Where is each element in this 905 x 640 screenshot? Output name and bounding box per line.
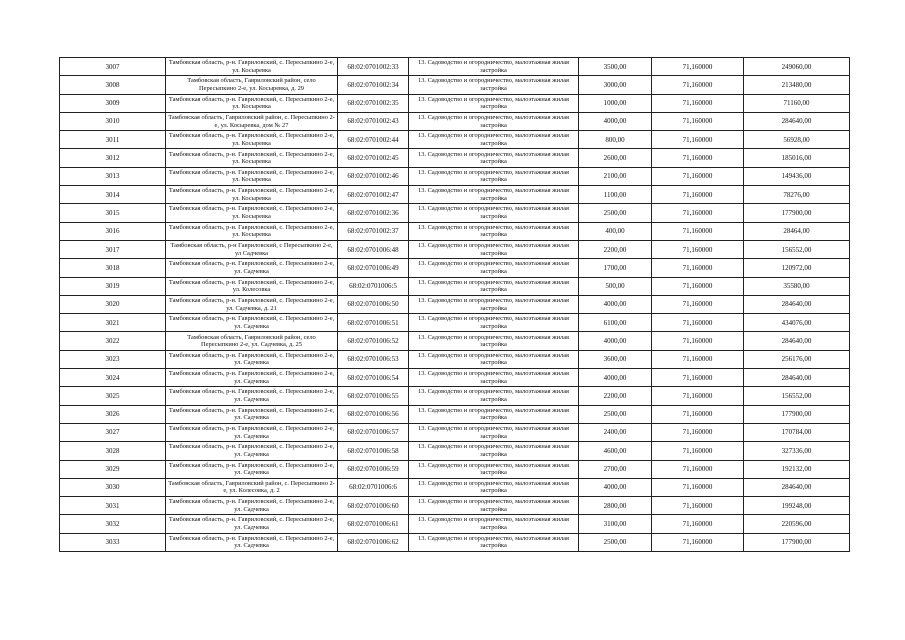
area-cell: 2500,00 (579, 405, 652, 423)
cadastral-value-cell: 284640,00 (744, 332, 850, 350)
table-row (60, 314, 850, 332)
cadastral-value-cell: 327336,00 (744, 442, 850, 460)
row-number-cell: 3023 (60, 350, 166, 368)
cadastral-value-cell: 249060,00 (744, 58, 850, 76)
specific-value-cell: 71,160000 (652, 167, 744, 185)
cadastral-valuation-table (59, 57, 850, 552)
area-cell: 3000,00 (579, 76, 652, 94)
specific-value-cell: 71,160000 (652, 405, 744, 423)
specific-value-cell: 71,160000 (652, 314, 744, 332)
table-row (60, 259, 850, 277)
cadastral-value-cell: 284640,00 (744, 478, 850, 496)
area-cell: 2600,00 (579, 149, 652, 167)
land-use-cell: 13. Садоводство и огородничество, малоэтажная жилая застройка (409, 423, 579, 441)
table-row (60, 533, 850, 551)
cadastral-number-cell: 68:02:0701002:37 (338, 222, 409, 240)
cadastral-number-cell: 68:02:0701002:44 (338, 131, 409, 149)
land-use-cell: 13. Садоводство и огородничество, малоэтажная жилая застройка (409, 350, 579, 368)
table-row (60, 58, 850, 76)
row-number-cell: 3030 (60, 478, 166, 496)
address-cell: Тамбовская область, р-н. Гавриловский, с. Пересыпкино 2-е, ул. Косыревка (166, 94, 338, 112)
cadastral-value-cell: 192132,00 (744, 460, 850, 478)
land-use-cell: 13. Садоводство и огородничество, малоэтажная жилая застройка (409, 314, 579, 332)
cadastral-number-cell: 68:02:0701006:59 (338, 460, 409, 478)
address-cell: Тамбовская область, р-н. Гавриловский, с. Пересыпкино 2-е, ул. Садчевка (166, 515, 338, 533)
cadastral-value-cell: 170784,00 (744, 423, 850, 441)
table-body (60, 58, 850, 552)
row-number-cell: 3020 (60, 295, 166, 313)
cadastral-value-cell: 434076,00 (744, 314, 850, 332)
specific-value-cell: 71,160000 (652, 478, 744, 496)
specific-value-cell: 71,160000 (652, 94, 744, 112)
cadastral-number-cell: 68:02:0701002:46 (338, 167, 409, 185)
land-use-cell: 13. Садоводство и огородничество, малоэтажная жилая застройка (409, 186, 579, 204)
land-use-cell: 13. Садоводство и огородничество, малоэтажная жилая застройка (409, 405, 579, 423)
area-cell: 2200,00 (579, 240, 652, 258)
address-cell: Тамбовская область, р-н. Гавриловский, с. Пересыпкино 2-е, ул. Садчевка (166, 405, 338, 423)
land-use-cell: 13. Садоводство и огородничество, малоэтажная жилая застройка (409, 58, 579, 76)
row-number-cell: 3031 (60, 497, 166, 515)
address-cell: Тамбовская область, р-н Гавриловский, с Пересыпкино 2-е, ул Садчевка (166, 240, 338, 258)
cadastral-value-cell: 199248,00 (744, 497, 850, 515)
specific-value-cell: 71,160000 (652, 497, 744, 515)
cadastral-number-cell: 68:02:0701006:53 (338, 350, 409, 368)
address-cell: Тамбовская область, р-н. Гавриловский, с. Пересыпкино 2-е, ул. Садчевка (166, 442, 338, 460)
specific-value-cell: 71,160000 (652, 240, 744, 258)
land-use-cell: 13. Садоводство и огородничество, малоэтажная жилая застройка (409, 149, 579, 167)
cadastral-value-cell: 284640,00 (744, 295, 850, 313)
cadastral-value-cell: 56928,00 (744, 131, 850, 149)
area-cell: 4000,00 (579, 369, 652, 387)
address-cell: Тамбовская область, р-н. Гавриловский, с. Пересыпкино 2-е, ул. Косыревка (166, 131, 338, 149)
cadastral-value-cell: 28464,00 (744, 222, 850, 240)
cadastral-value-cell: 185016,00 (744, 149, 850, 167)
row-number-cell: 3012 (60, 149, 166, 167)
cadastral-value-cell: 120972,00 (744, 259, 850, 277)
land-use-cell: 13. Садоводство и огородничество, малоэтажная жилая застройка (409, 387, 579, 405)
cadastral-number-cell: 68:02:0701006:49 (338, 259, 409, 277)
address-cell: Тамбовская область, р-н. Гавриловский, с. Пересыпкино 2-е, ул. Косыревка (166, 149, 338, 167)
row-number-cell: 3026 (60, 405, 166, 423)
address-cell: Тамбовская область, р-н. Гавриловский, с. Пересыпкино 2-е, ул. Косыревка (166, 58, 338, 76)
table-row (60, 112, 850, 130)
cadastral-value-cell: 284640,00 (744, 369, 850, 387)
address-cell: Тамбовская область, р-н. Гавриловский, с. Пересыпкино 2-е, ул. Садчевка (166, 460, 338, 478)
area-cell: 2200,00 (579, 387, 652, 405)
land-use-cell: 13. Садоводство и огородничество, малоэтажная жилая застройка (409, 460, 579, 478)
table-row (60, 222, 850, 240)
table-row (60, 350, 850, 368)
specific-value-cell: 71,160000 (652, 112, 744, 130)
land-use-cell: 13. Садоводство и огородничество, малоэтажная жилая застройка (409, 204, 579, 222)
specific-value-cell: 71,160000 (652, 332, 744, 350)
area-cell: 4600,00 (579, 442, 652, 460)
cadastral-number-cell: 68:02:0701006:61 (338, 515, 409, 533)
table-row (60, 277, 850, 295)
address-cell: Тамбовская область, р-н. Гавриловский, с. Пересыпкино 2-е, ул. Косыревка (166, 222, 338, 240)
area-cell: 2700,00 (579, 460, 652, 478)
row-number-cell: 3024 (60, 369, 166, 387)
address-cell: Тамбовская область, р-н. Гавриловский, с. Пересыпкино 2-е, ул. Садчевка (166, 314, 338, 332)
cadastral-number-cell: 68:02:0701006:57 (338, 423, 409, 441)
row-number-cell: 3028 (60, 442, 166, 460)
address-cell: Тамбовская область, р-н. Гавриловский, с. Пересыпкино 2-е, ул. Садчевка (166, 387, 338, 405)
area-cell: 2500,00 (579, 204, 652, 222)
area-cell: 2100,00 (579, 167, 652, 185)
land-use-cell: 13. Садоводство и огородничество, малоэтажная жилая застройка (409, 369, 579, 387)
area-cell: 4000,00 (579, 478, 652, 496)
specific-value-cell: 71,160000 (652, 423, 744, 441)
cadastral-number-cell: 68:02:0701006:48 (338, 240, 409, 258)
row-number-cell: 3019 (60, 277, 166, 295)
table-row (60, 442, 850, 460)
address-cell: Тамбовская область, р-н. Гавриловский, с. Пересыпкино 2-е, ул. Косыревка (166, 204, 338, 222)
land-use-cell: 13. Садоводство и огородничество, малоэтажная жилая застройка (409, 240, 579, 258)
row-number-cell: 3013 (60, 167, 166, 185)
table-row (60, 295, 850, 313)
row-number-cell: 3015 (60, 204, 166, 222)
cadastral-value-cell: 177900,00 (744, 204, 850, 222)
address-cell: Тамбовская область, р-н. Гавриловский, с. Пересыпкино 2-е, ул. Садчевка, д. 21 (166, 295, 338, 313)
row-number-cell: 3014 (60, 186, 166, 204)
table-row (60, 405, 850, 423)
table-row (60, 131, 850, 149)
area-cell: 1100,00 (579, 186, 652, 204)
cadastral-number-cell: 68:02:0701002:33 (338, 58, 409, 76)
cadastral-value-cell: 284640,00 (744, 112, 850, 130)
land-use-cell: 13. Садоводство и огородничество, малоэтажная жилая застройка (409, 515, 579, 533)
cadastral-number-cell: 68:02:0701006:52 (338, 332, 409, 350)
area-cell: 4000,00 (579, 112, 652, 130)
land-use-cell: 13. Садоводство и огородничество, малоэтажная жилая застройка (409, 442, 579, 460)
specific-value-cell: 71,160000 (652, 460, 744, 478)
cadastral-value-cell: 156552,00 (744, 240, 850, 258)
land-use-cell: 13. Садоводство и огородничество, малоэтажная жилая застройка (409, 259, 579, 277)
address-cell: Тамбовская область, Гавриловский район, с. Пересыпкино 2-е, ул. Колесовка, д. 2 (166, 478, 338, 496)
area-cell: 500,00 (579, 277, 652, 295)
table-row (60, 387, 850, 405)
area-cell: 4000,00 (579, 295, 652, 313)
table-row (60, 369, 850, 387)
table-row (60, 167, 850, 185)
cadastral-value-cell: 213480,00 (744, 76, 850, 94)
cadastral-number-cell: 68:02:0701006:56 (338, 405, 409, 423)
land-use-cell: 13. Садоводство и огородничество, малоэтажная жилая застройка (409, 478, 579, 496)
table-row (60, 240, 850, 258)
address-cell: Тамбовская область, р-н. Гавриловский, с. Пересыпкино 2-е, ул. Садчевка (166, 369, 338, 387)
land-use-cell: 13. Садоводство и огородничество, малоэтажная жилая застройка (409, 497, 579, 515)
cadastral-number-cell: 68:02:0701006:51 (338, 314, 409, 332)
specific-value-cell: 71,160000 (652, 442, 744, 460)
cadastral-number-cell: 68:02:0701002:43 (338, 112, 409, 130)
specific-value-cell: 71,160000 (652, 533, 744, 551)
cadastral-value-cell: 149436,00 (744, 167, 850, 185)
address-cell: Тамбовская область, Гавриловский район, село Пересыпкино 2-е, ул. Косыревка, д. 29 (166, 76, 338, 94)
address-cell: Тамбовская область, р-н. Гавриловский, с. Пересыпкино 2-е, ул. Садчевка (166, 423, 338, 441)
row-number-cell: 3011 (60, 131, 166, 149)
row-number-cell: 3033 (60, 533, 166, 551)
row-number-cell: 3016 (60, 222, 166, 240)
specific-value-cell: 71,160000 (652, 149, 744, 167)
area-cell: 2800,00 (579, 497, 652, 515)
specific-value-cell: 71,160000 (652, 222, 744, 240)
specific-value-cell: 71,160000 (652, 369, 744, 387)
specific-value-cell: 71,160000 (652, 204, 744, 222)
row-number-cell: 3025 (60, 387, 166, 405)
table-row (60, 460, 850, 478)
land-use-cell: 13. Садоводство и огородничество, малоэтажная жилая застройка (409, 295, 579, 313)
cadastral-number-cell: 68:02:0701002:45 (338, 149, 409, 167)
table-row (60, 204, 850, 222)
area-cell: 800,00 (579, 131, 652, 149)
address-cell: Тамбовская область, р-н. Гавриловский, с. Пересыпкино 2-е, ул. Косыревка (166, 186, 338, 204)
address-cell: Тамбовская область, Гавриловский район, с. Пересыпкино 2-е, ул. Косыревка, дом № 27 (166, 112, 338, 130)
cadastral-number-cell: 68:02:0701006:62 (338, 533, 409, 551)
row-number-cell: 3018 (60, 259, 166, 277)
area-cell: 3100,00 (579, 515, 652, 533)
land-use-cell: 13. Садоводство и огородничество, малоэтажная жилая застройка (409, 76, 579, 94)
address-cell: Тамбовская область, Гавриловский район, село Пересыпкино 2-е, ул. Садчевка, д. 25 (166, 332, 338, 350)
table-row (60, 149, 850, 167)
table-row (60, 94, 850, 112)
specific-value-cell: 71,160000 (652, 295, 744, 313)
area-cell: 6100,00 (579, 314, 652, 332)
cadastral-value-cell: 177900,00 (744, 405, 850, 423)
cadastral-number-cell: 68:02:0701002:35 (338, 94, 409, 112)
land-use-cell: 13. Садоводство и огородничество, малоэтажная жилая застройка (409, 112, 579, 130)
table-row (60, 76, 850, 94)
land-use-cell: 13. Садоводство и огородничество, малоэтажная жилая застройка (409, 332, 579, 350)
cadastral-value-cell: 256176,00 (744, 350, 850, 368)
table-row (60, 332, 850, 350)
row-number-cell: 3007 (60, 58, 166, 76)
cadastral-number-cell: 68:02:0701002:47 (338, 186, 409, 204)
address-cell: Тамбовская область, р-н. Гавриловский, с. Пересыпкино 2-е, ул. Садчевка (166, 533, 338, 551)
cadastral-number-cell: 68:02:0701006:5 (338, 277, 409, 295)
area-cell: 4000,00 (579, 332, 652, 350)
address-cell: Тамбовская область, р-н. Гавриловский, с. Пересыпкино 2-е, ул. Колесовка (166, 277, 338, 295)
specific-value-cell: 71,160000 (652, 76, 744, 94)
land-use-cell: 13. Садоводство и огородничество, малоэтажная жилая застройка (409, 167, 579, 185)
area-cell: 1700,00 (579, 259, 652, 277)
specific-value-cell: 71,160000 (652, 131, 744, 149)
cadastral-number-cell: 68:02:0701006:58 (338, 442, 409, 460)
cadastral-value-cell: 177900,00 (744, 533, 850, 551)
area-cell: 3500,00 (579, 58, 652, 76)
cadastral-value-cell: 220596,00 (744, 515, 850, 533)
address-cell: Тамбовская область, р-н. Гавриловский, с. Пересыпкино 2-е, ул. Садчевка (166, 350, 338, 368)
cadastral-number-cell: 68:02:0701006:55 (338, 387, 409, 405)
row-number-cell: 3010 (60, 112, 166, 130)
address-cell: Тамбовская область, р-н. Гавриловский, с. Пересыпкино 2-е, ул. Косыревка (166, 167, 338, 185)
specific-value-cell: 71,160000 (652, 350, 744, 368)
land-use-cell: 13. Садоводство и огородничество, малоэтажная жилая застройка (409, 222, 579, 240)
cadastral-number-cell: 68:02:0701006:60 (338, 497, 409, 515)
specific-value-cell: 71,160000 (652, 277, 744, 295)
cadastral-value-cell: 156552,00 (744, 387, 850, 405)
cadastral-value-cell: 35580,00 (744, 277, 850, 295)
specific-value-cell: 71,160000 (652, 186, 744, 204)
cadastral-number-cell: 68:02:0701002:34 (338, 76, 409, 94)
address-cell: Тамбовская область, р-н. Гавриловский, с. Пересыпкино 2-е, ул. Садчевка (166, 259, 338, 277)
row-number-cell: 3017 (60, 240, 166, 258)
land-use-cell: 13. Садоводство и огородничество, малоэтажная жилая застройка (409, 94, 579, 112)
cadastral-number-cell: 68:02:0701006:50 (338, 295, 409, 313)
cadastral-number-cell: 68:02:0701006:6 (338, 478, 409, 496)
table-row (60, 515, 850, 533)
table-row (60, 186, 850, 204)
cadastral-value-cell: 78276,00 (744, 186, 850, 204)
area-cell: 2500,00 (579, 533, 652, 551)
row-number-cell: 3008 (60, 76, 166, 94)
land-use-cell: 13. Садоводство и огородничество, малоэтажная жилая застройка (409, 131, 579, 149)
specific-value-cell: 71,160000 (652, 259, 744, 277)
specific-value-cell: 71,160000 (652, 515, 744, 533)
row-number-cell: 3027 (60, 423, 166, 441)
specific-value-cell: 71,160000 (652, 58, 744, 76)
land-use-cell: 13. Садоводство и огородничество, малоэтажная жилая застройка (409, 533, 579, 551)
row-number-cell: 3022 (60, 332, 166, 350)
row-number-cell: 3029 (60, 460, 166, 478)
area-cell: 1000,00 (579, 94, 652, 112)
cadastral-number-cell: 68:02:0701002:36 (338, 204, 409, 222)
row-number-cell: 3009 (60, 94, 166, 112)
specific-value-cell: 71,160000 (652, 387, 744, 405)
cadastral-value-cell: 71160,00 (744, 94, 850, 112)
area-cell: 400,00 (579, 222, 652, 240)
table-row (60, 497, 850, 515)
land-use-cell: 13. Садоводство и огородничество, малоэтажная жилая застройка (409, 277, 579, 295)
address-cell: Тамбовская область, р-н. Гавриловский, с. Пересыпкино 2-е, ул. Садчевка (166, 497, 338, 515)
row-number-cell: 3032 (60, 515, 166, 533)
table-row (60, 478, 850, 496)
area-cell: 2400,00 (579, 423, 652, 441)
cadastral-number-cell: 68:02:0701006:54 (338, 369, 409, 387)
row-number-cell: 3021 (60, 314, 166, 332)
table-row (60, 423, 850, 441)
area-cell: 3600,00 (579, 350, 652, 368)
